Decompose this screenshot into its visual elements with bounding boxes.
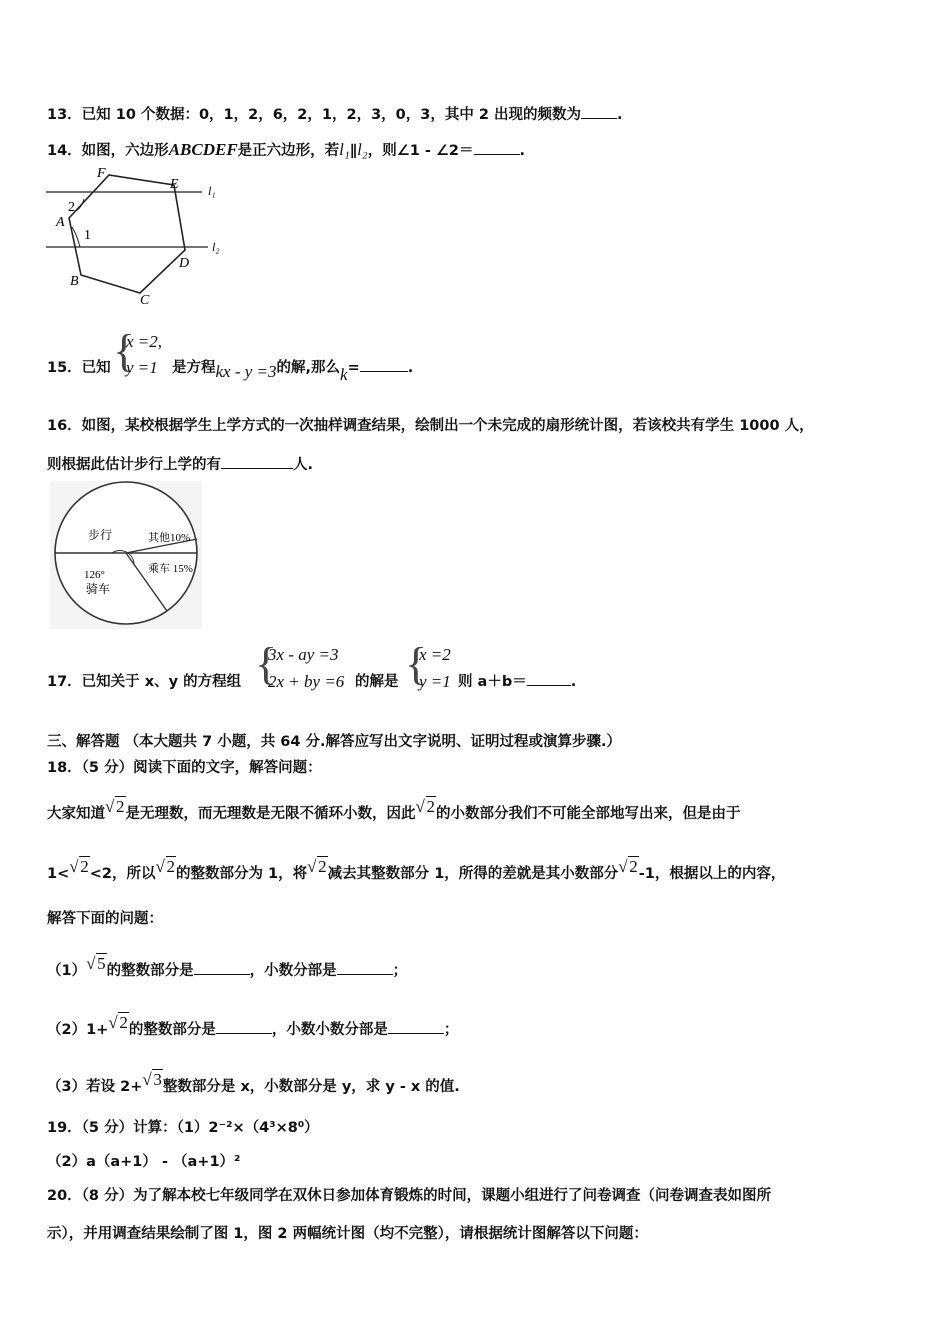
answer-blank <box>216 1020 272 1034</box>
pie-label-bike-angle: 126° <box>84 569 105 581</box>
q18-sub-3: （3）若设 2+ √ 3整数部分是 x，小数部分是 y，求 y - x 的值. <box>47 1070 460 1095</box>
question-19-line1: 19．（5 分）计算：（1）2⁻²×（4³×8⁰） <box>47 1120 319 1136</box>
answer-blank <box>474 141 520 155</box>
question-13: 13．已知 10 个数据：0，1，2，6，2，1，2，3，0，3，其中 2 出现的频数为 . <box>47 107 623 123</box>
q18-paragraph-line2: 1< √ 2<2，所以 √ 2的整数部分为 1，将 √ 2减去其整数部分 1，所得的差就是其小数部分 √ 2-1，根据以上的内容， <box>47 857 786 882</box>
pie-label-bike: 骑车 <box>86 582 111 596</box>
vertex-C: C <box>140 293 150 308</box>
q13-text: 13．已知 10 个数据：0，1，2，6，2，1，2，3，0，3，其中 2 出现的频数为 <box>47 107 582 123</box>
question-19-line2: （2）a（a+1） - （a+1）² <box>47 1154 241 1170</box>
sqrt-2: √ 2 <box>307 857 327 876</box>
pie-chart <box>50 481 202 629</box>
question-15: 15．已知 <box>47 360 111 376</box>
vertex-D: D <box>179 256 190 271</box>
label-l1: l₁ <box>208 184 216 198</box>
sqrt-2: √ 2 <box>155 857 175 876</box>
answer-blank <box>527 672 571 686</box>
question-18-title: 18．（5 分）阅读下面的文字，解答问题： <box>47 760 322 776</box>
answer-blank <box>337 961 393 975</box>
answer-blank <box>581 105 617 119</box>
q18-paragraph-line3: 解答下面的问题： <box>47 911 163 927</box>
pie-label-ride: 乘车 15% <box>148 563 193 575</box>
vertex-F: F <box>97 166 106 181</box>
question-15-cont: 是方程kx - y =3的解,那么k= . <box>172 360 414 384</box>
q15-system-line1: x =2, <box>126 332 163 351</box>
q18-paragraph-line1: 大家知道 √ 2是无理数，而无理数是无限不循环小数，因此 √ 2的小数部分我们不可能全部地写出来，但是由于 <box>47 797 741 822</box>
vertex-B: B <box>70 274 79 289</box>
sqrt-2: √ 2 <box>108 1013 128 1032</box>
q17-system2-line1: x =2 <box>419 645 451 664</box>
brace-icon: { <box>255 638 278 689</box>
brace-icon: { <box>113 325 136 376</box>
angle-1-label: 1 <box>84 228 91 243</box>
question-20-line2: 示），并用调查结果绘制了图 1，图 2 两幅统计图（均不完整），请根据统计图解答以下问题： <box>47 1226 648 1242</box>
q17-system2-line2: y =1 <box>419 672 451 691</box>
q18-sub-2: （2）1+ √ 2的整数部分是 ，小数小数分部是 ； <box>47 1013 459 1038</box>
angle-2-label: 2 <box>68 200 75 215</box>
answer-blank <box>360 358 408 372</box>
vertex-E: E <box>170 177 179 192</box>
question-16-line1: 16．如图，某校根据学生上学方式的一次抽样调查结果，绘制出一个未完成的扇形统计图，若该校共有学生 1000 人， <box>47 418 814 434</box>
answer-blank <box>194 961 250 975</box>
answer-blank <box>221 455 293 469</box>
sqrt-5: √ 5 <box>86 954 106 973</box>
sqrt-2: √ 2 <box>69 857 89 876</box>
question-17-mid: 的解是 <box>355 674 399 690</box>
vertex-A: A <box>56 215 65 230</box>
question-14: 14．如图，六边形ABCDEF是正六边形，若l₁∥l₂，则∠1 - ∠2＝ . <box>47 140 526 159</box>
sqrt-2: √ 2 <box>618 857 638 876</box>
sqrt-2: √ 2 <box>415 797 435 816</box>
question-17-cont: 则 a＋b＝ . <box>458 674 577 690</box>
q17-system1-line2: 2x + by =6 <box>268 672 345 691</box>
sqrt-3: √ 3 <box>142 1070 162 1089</box>
hexagon-name: ABCDEF <box>168 140 238 159</box>
hexagon-figure <box>40 165 240 310</box>
answer-blank <box>388 1020 444 1034</box>
question-17: 17．已知关于 x、y 的方程组 <box>47 674 242 690</box>
q18-sub-1: （1） √ 5的整数部分是 ，小数分部是 ； <box>47 954 408 979</box>
brace-icon: { <box>405 638 428 689</box>
pie-label-other: 其他10% <box>148 532 191 544</box>
q15-equation: kx - y =3 <box>215 362 277 381</box>
q17-system1-line1: 3x - ay =3 <box>268 645 339 664</box>
question-20-line1: 20．（8 分）为了解本校七年级同学在双休日参加体育锻炼的时间，课题小组进行了问卷调查（问卷调查表如图所 <box>47 1188 772 1204</box>
pie-label-walk: 步行 <box>88 528 113 542</box>
q15-system-line2: y =1 <box>126 358 158 377</box>
question-16-line2: 则根据此估计步行上学的有 人. <box>47 457 314 473</box>
sqrt-2: √ 2 <box>105 797 125 816</box>
section-heading: 三、解答题 （本大题共 7 小题，共 64 分.解答应写出文字说明、证明过程或演算步骤.） <box>47 734 622 750</box>
label-l2: l₂ <box>212 240 220 254</box>
